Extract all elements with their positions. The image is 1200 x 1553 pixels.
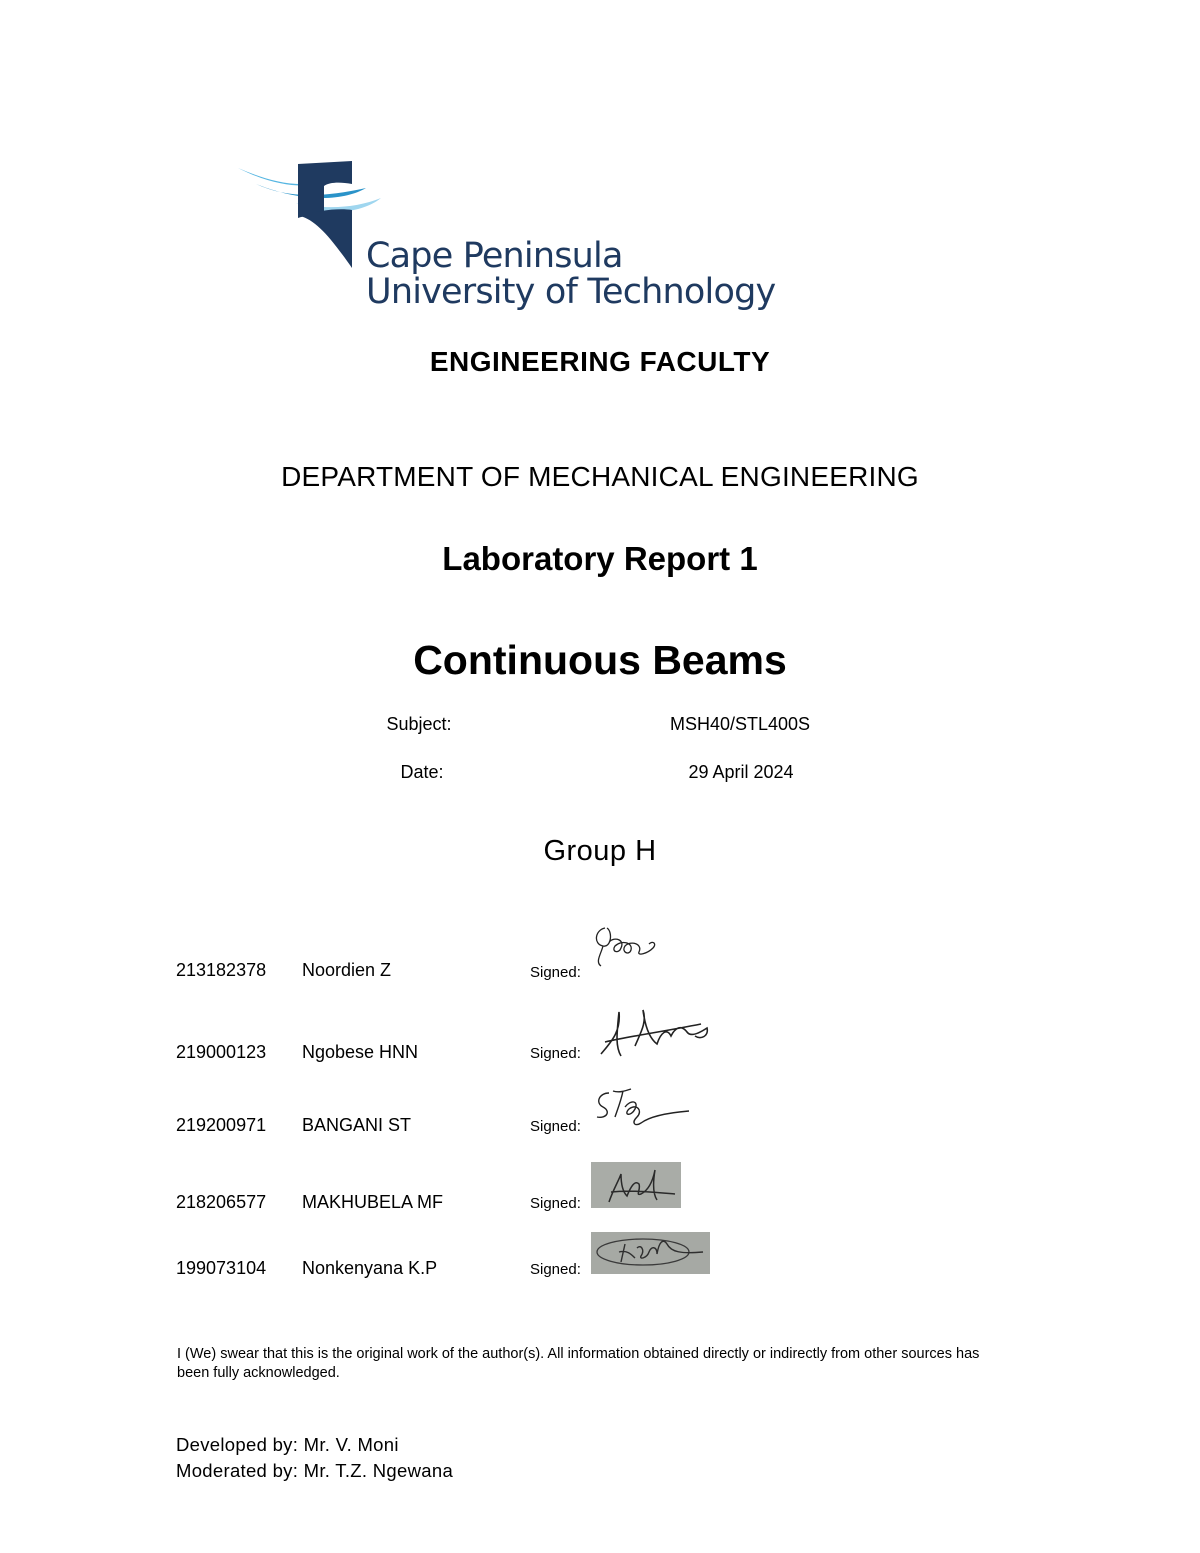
- date-value: 29 April 2024: [688, 762, 794, 782]
- logo-emblem-icon: [236, 158, 386, 278]
- student-name: Nonkenyana K.P: [302, 1258, 438, 1278]
- signed-label: Signed:: [530, 1045, 581, 1062]
- date-label: Date:: [400, 762, 444, 782]
- student-name: BANGANI ST: [302, 1115, 412, 1135]
- subject-label: Subject:: [386, 714, 452, 734]
- faculty-heading: ENGINEERING FACULTY: [429, 346, 771, 377]
- signed-label: Signed:: [530, 964, 581, 981]
- moderated-by: Moderated by: Mr. T.Z. Ngewana: [176, 1460, 454, 1481]
- student-id: 218206577: [176, 1192, 267, 1212]
- logo-line-1: Cape Peninsula: [366, 236, 623, 276]
- student-id: 219200971: [176, 1115, 267, 1135]
- group-heading: Group H: [543, 835, 657, 867]
- document-title: Continuous Beams: [413, 637, 787, 683]
- report-label: Laboratory Report 1: [442, 540, 758, 577]
- student-id: 199073104: [176, 1258, 267, 1278]
- department-heading: DEPARTMENT OF MECHANICAL ENGINEERING: [281, 461, 919, 492]
- developed-by: Developed by: Mr. V. Moni: [176, 1434, 399, 1455]
- subject-value: MSH40/STL400S: [669, 714, 811, 734]
- signature-icon: [591, 1002, 716, 1064]
- signature-icon: [591, 1162, 681, 1208]
- signed-label: Signed:: [530, 1195, 581, 1212]
- declaration-text: I (We) swear that this is the original work of the author(s). All information obtained directly or indirectly from other sources has been fully acknowledged.: [177, 1346, 980, 1381]
- student-id: 219000123: [176, 1042, 267, 1062]
- student-id: 213182378: [176, 960, 267, 980]
- student-name: MAKHUBELA MF: [302, 1192, 444, 1212]
- logo-line-2: University of Technology: [366, 272, 776, 312]
- student-name: Ngobese HNN: [302, 1042, 419, 1062]
- signature-icon: [591, 1232, 710, 1274]
- signed-label: Signed:: [530, 1118, 581, 1135]
- signature-icon: [591, 922, 663, 977]
- student-name: Noordien Z: [302, 960, 392, 980]
- signed-label: Signed:: [530, 1261, 581, 1278]
- signature-icon: [591, 1087, 696, 1137]
- university-logo: [236, 158, 776, 318]
- member-row: [0, 1256, 1200, 1316]
